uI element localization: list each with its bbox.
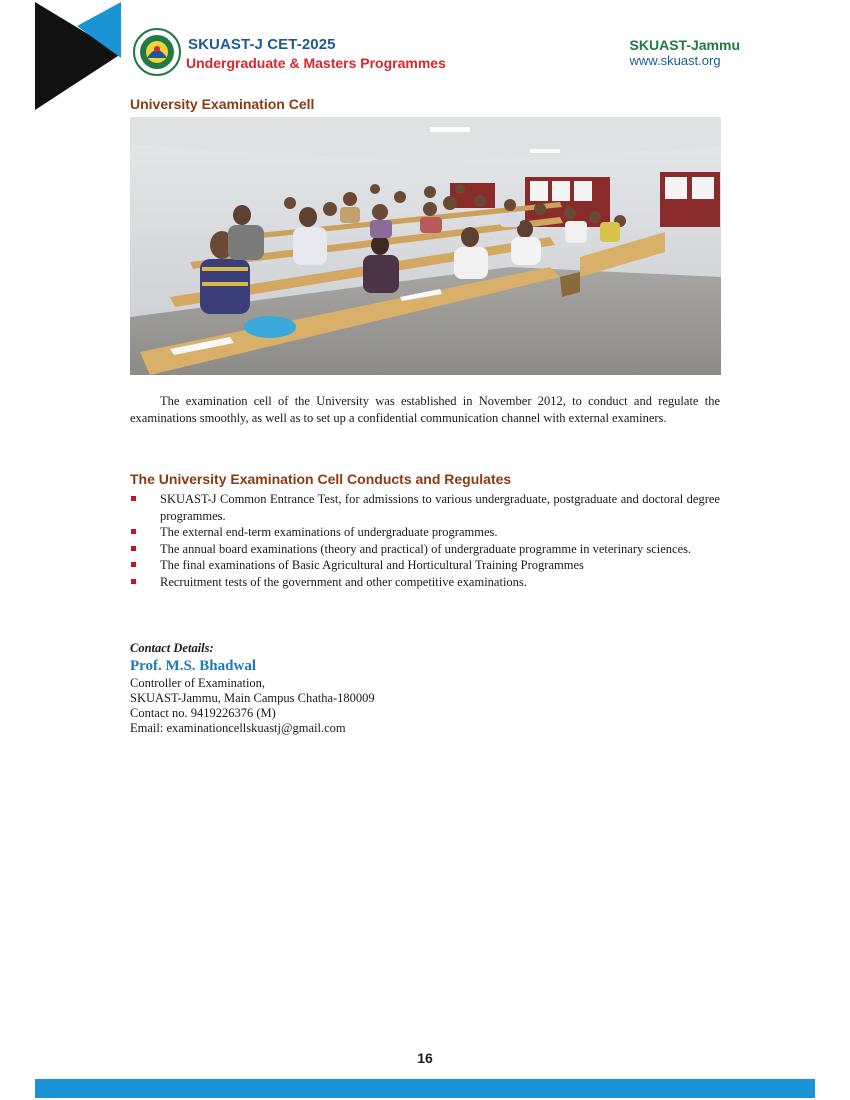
list-item-text: The external end-term examinations of undergraduate programmes. — [160, 525, 498, 539]
bullet-square-icon — [131, 546, 136, 551]
footer-bar — [35, 1079, 815, 1098]
contact-email[interactable]: Email: examinationcellskuastj@gmail.com — [130, 721, 346, 735]
header-subtitle: Undergraduate & Masters Programmes — [186, 55, 446, 71]
header-org: SKUAST-Jammu — [629, 37, 740, 53]
contact-phone: Contact no. 9419226376 (M) — [130, 706, 276, 720]
contact-block — [130, 641, 375, 736]
list-item-text: The annual board examinations (theory and practical) of undergraduate programme in veterinary sciences. — [160, 541, 692, 556]
corner-triangle-decoration — [35, 2, 121, 110]
contact-address: SKUAST-Jammu, Main Campus Chatha-180009 — [130, 691, 375, 705]
list-item-text: Recruitment tests of the government and other competitive examinations. — [160, 574, 527, 589]
bullet-square-icon — [131, 496, 136, 501]
section-heading-exam-cell: University Examination Cell — [130, 96, 315, 112]
list-item — [130, 541, 720, 558]
university-logo-icon — [133, 28, 181, 76]
list-item — [130, 574, 720, 591]
list-item-text: SKUAST-J Common Entrance Test, for admissions to various undergraduate, postgraduate and doctoral degree programmes. — [160, 492, 720, 523]
section-heading-conducts: The University Examination Cell Conducts and Regulates — [130, 471, 512, 487]
bullet-square-icon — [131, 579, 136, 584]
contact-designation: Controller of Examination, — [130, 676, 266, 690]
list-item — [130, 557, 720, 574]
list-item — [130, 524, 720, 541]
contact-label: Contact Details: — [130, 641, 214, 655]
header-right — [630, 37, 740, 68]
list-item-text: The final examinations of Basic Agricultural and Horticultural Training Programmes — [160, 558, 584, 572]
paragraph-text: The examination cell of the University was established in November 2012, to conduct and regulate the examinations smoothly, as well as to set up a confidential communication channel with external examiners. — [130, 394, 720, 425]
exam-cell-paragraph — [130, 393, 720, 427]
contact-name: Prof. M.S. Bhadwal — [130, 658, 256, 674]
bullet-square-icon — [131, 562, 136, 567]
header-website-link[interactable]: www.skuast.org — [629, 53, 721, 68]
header-title: SKUAST-J CET-2025 — [188, 36, 336, 53]
classroom-exam-photo — [130, 117, 721, 375]
bullet-square-icon — [131, 529, 136, 534]
page-number: 16 — [417, 1050, 433, 1066]
conducts-list — [130, 491, 720, 590]
list-item — [130, 491, 720, 524]
